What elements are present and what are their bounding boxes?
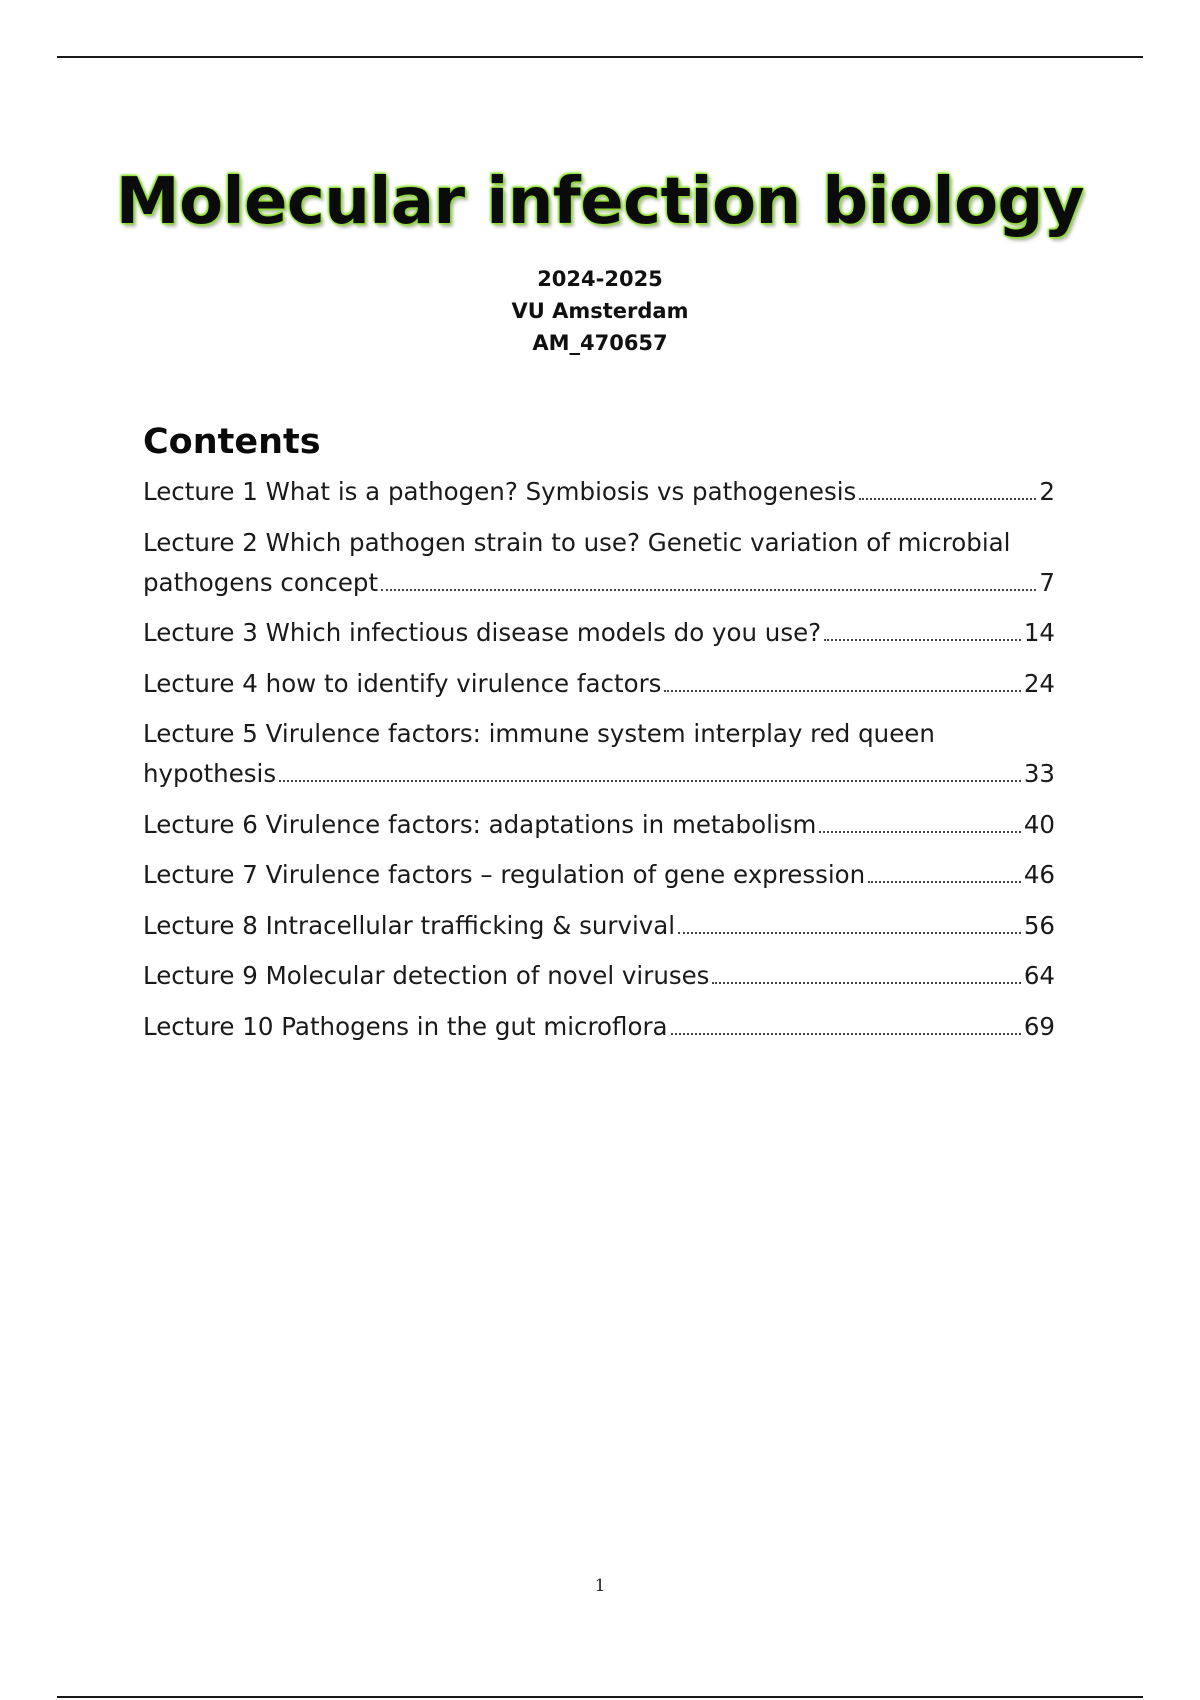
bottom-rule [57, 1696, 1143, 1698]
academic-year: 2024-2025 [537, 267, 663, 291]
top-rule [57, 56, 1143, 58]
toc-entry-title: Lecture 10 Pathogens in the gut microflora [143, 1011, 668, 1041]
dot-leader [712, 982, 1020, 984]
toc-entry[interactable] [143, 956, 1055, 996]
dot-leader [859, 498, 1036, 500]
dot-leader [381, 589, 1036, 591]
dot-leader [819, 831, 1020, 833]
table-of-contents [143, 472, 1055, 1057]
dot-leader [868, 881, 1021, 883]
dot-leader [678, 932, 1021, 934]
institution: VU Amsterdam [511, 299, 689, 323]
toc-entry-page: 64 [1023, 961, 1055, 990]
toc-entry-title: Lecture 7 Virulence factors – regulation of gene expression [143, 860, 866, 889]
page-number: 1 [594, 1576, 606, 1596]
toc-entry[interactable] [143, 613, 1055, 653]
toc-entry-title-continued: hypothesis [143, 759, 277, 788]
toc-entry-title-continued: pathogens concept [143, 567, 379, 597]
document-meta [0, 263, 1200, 359]
document-code: AM_470657 [532, 331, 668, 355]
toc-entry-title: Lecture 1 What is a pathogen? Symbiosis vs pathogenesis [143, 477, 857, 506]
toc-entry[interactable] [143, 805, 1055, 845]
toc-entry[interactable] [143, 906, 1055, 946]
contents-heading: Contents [143, 422, 321, 462]
toc-entry-title: Lecture 6 Virulence factors: adaptations in metabolism [143, 809, 817, 839]
toc-entry-title: Lecture 3 Which infectious disease models do you use? [143, 618, 822, 647]
toc-entry[interactable] [143, 523, 1055, 603]
toc-entry-page: 69 [1023, 1011, 1055, 1041]
toc-entry-page: 33 [1023, 759, 1055, 788]
toc-entry-page: 2 [1039, 477, 1055, 506]
toc-entry-title: Lecture 4 how to identify virulence factors [143, 668, 662, 698]
toc-entry-page: 40 [1023, 809, 1055, 839]
toc-entry[interactable] [143, 664, 1055, 704]
document-title: Molecular infection biology [115, 165, 1085, 239]
toc-entry-page: 24 [1023, 668, 1055, 698]
toc-entry[interactable] [143, 855, 1055, 895]
dot-leader [664, 690, 1020, 692]
toc-entry-page: 14 [1023, 618, 1055, 647]
toc-entry-title: Lecture 5 Virulence factors: immune system interplay red queen [143, 719, 935, 748]
toc-entry-page: 46 [1023, 860, 1055, 889]
toc-entry-page: 56 [1023, 910, 1055, 940]
toc-entry-page: 7 [1039, 567, 1055, 597]
dot-leader [671, 1033, 1021, 1035]
dot-leader [279, 780, 1021, 782]
toc-entry[interactable] [143, 714, 1055, 794]
toc-entry-title: Lecture 8 Intracellular trafficking & survival [143, 910, 676, 940]
toc-entry[interactable] [143, 1007, 1055, 1047]
dot-leader [824, 639, 1021, 641]
toc-entry[interactable] [143, 472, 1055, 512]
toc-entry-title: Lecture 2 Which pathogen strain to use? Genetic variation of microbial [143, 527, 1011, 557]
toc-entry-title: Lecture 9 Molecular detection of novel viruses [143, 961, 710, 990]
